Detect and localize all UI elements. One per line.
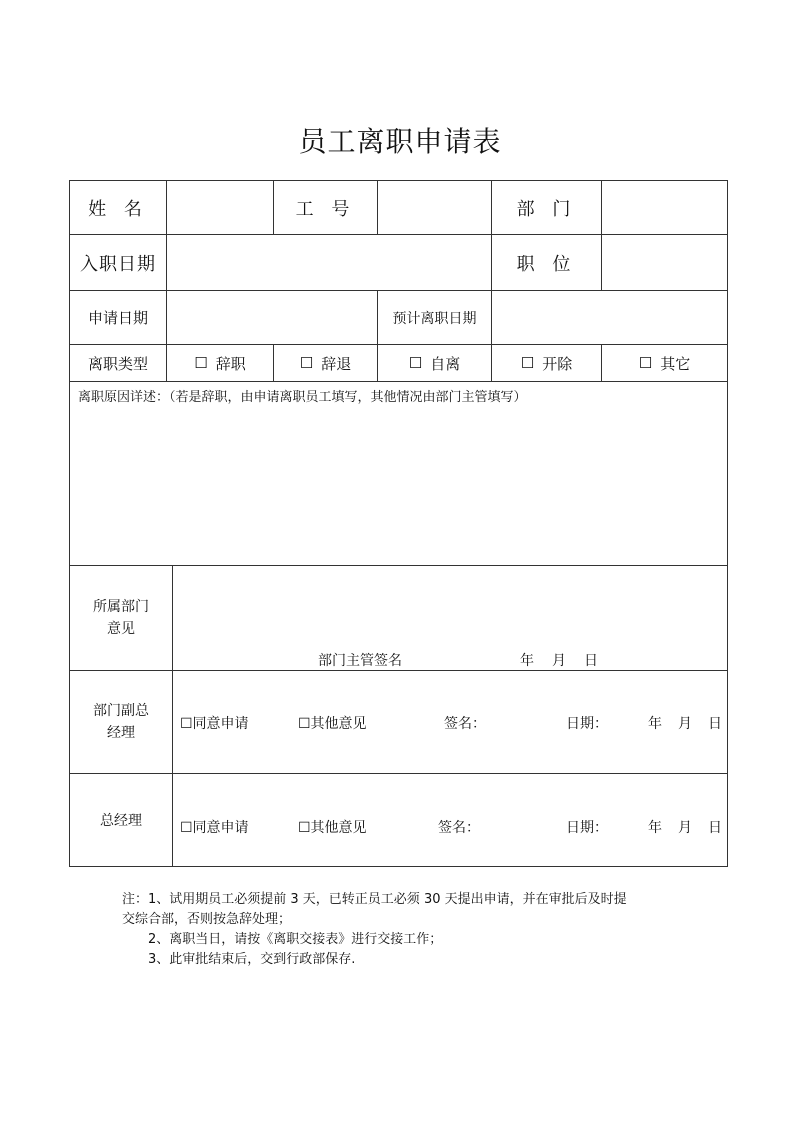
option-resign[interactable] — [166, 344, 274, 382]
deputy-gm-label-line2: 经理 — [107, 725, 135, 741]
dept-opinion-label-line1: 所属部门 — [93, 599, 149, 615]
apply-date-field[interactable] — [166, 290, 378, 345]
option-label: 自离 — [430, 354, 461, 373]
checkbox-icon[interactable]: ☐ — [520, 354, 535, 372]
note-line-2: 交综合部，否则按急辞处理； — [122, 912, 292, 927]
dept-year-label: 年 — [520, 653, 534, 669]
gm-other-checkbox[interactable]: ☐其他意见 — [298, 820, 367, 836]
position-field[interactable] — [601, 234, 728, 291]
option-label: 其它 — [660, 354, 691, 373]
gm-date-label: 日期： — [566, 820, 608, 836]
deputy-gm-day-label: 日 — [708, 716, 722, 732]
gm-label: 总经理 — [69, 773, 173, 867]
deputy-gm-sign-label: 签名： — [444, 716, 486, 732]
option-label: 辞职 — [215, 354, 246, 373]
leave-reason-label: 离职原因详述：（若是辞职，由申请离职员工填写，其他情况由部门主管填写） — [78, 390, 527, 405]
checkbox-icon[interactable]: ☐ — [408, 354, 423, 372]
checkbox-icon[interactable]: ☐ — [299, 354, 314, 372]
option-other[interactable] — [601, 344, 728, 382]
deputy-gm-month-label: 月 — [678, 716, 692, 732]
form-title: 员工离职申请表 — [298, 125, 502, 158]
checkbox-icon[interactable]: ☐ — [194, 354, 208, 372]
leave-type-label: 离职类型 — [69, 344, 167, 382]
note-line-3: 2、离职当日，请按《离职交接表》进行交接工作； — [148, 932, 443, 947]
employee-id-label: 工 号 — [273, 180, 378, 235]
employee-id-field[interactable] — [377, 180, 492, 235]
dept-day-label: 日 — [584, 653, 598, 669]
name-field[interactable] — [166, 180, 274, 235]
expected-leave-date-field[interactable] — [491, 290, 728, 345]
hire-date-field[interactable] — [166, 234, 492, 291]
position-label: 职 位 — [491, 234, 602, 291]
name-label: 姓 名 — [69, 180, 167, 235]
deputy-gm-agree-checkbox[interactable]: ☐同意申请 — [180, 716, 249, 732]
hire-date-label: 入职日期 — [69, 234, 167, 291]
dept-opinion-label — [69, 565, 173, 671]
checkbox-icon[interactable]: ☐ — [638, 354, 653, 372]
apply-date-label: 申请日期 — [69, 290, 167, 345]
gm-day-label: 日 — [708, 820, 722, 836]
deputy-gm-label — [69, 670, 173, 774]
gm-agree-checkbox[interactable]: ☐同意申请 — [180, 820, 249, 836]
deputy-gm-date-label: 日期： — [566, 716, 608, 732]
department-field[interactable] — [601, 180, 728, 235]
option-label: 辞退 — [321, 354, 352, 373]
note-line-1: 注：1、试用期员工必须提前 3 天，已转正员工必须 30 天提出申请，并在审批后及时提 — [122, 892, 627, 907]
dept-opinion-field[interactable] — [172, 565, 728, 671]
note-line-4: 3、此审批结束后，交到行政部保存. — [148, 952, 356, 967]
gm-month-label: 月 — [678, 820, 692, 836]
gm-sign-label: 签名： — [438, 820, 480, 836]
dept-signature-label: 部门主管签名 — [318, 653, 402, 669]
leave-reason-area[interactable] — [69, 381, 728, 566]
option-label: 开除 — [542, 354, 573, 373]
deputy-gm-year-label: 年 — [648, 716, 662, 732]
expected-leave-date-label: 预计离职日期 — [377, 290, 492, 345]
dept-month-label: 月 — [552, 653, 566, 669]
department-label: 部 门 — [491, 180, 602, 235]
option-dismissed[interactable] — [273, 344, 378, 382]
option-self-leave[interactable] — [377, 344, 492, 382]
gm-year-label: 年 — [648, 820, 662, 836]
deputy-gm-other-checkbox[interactable]: ☐其他意见 — [298, 716, 367, 732]
option-fired[interactable] — [491, 344, 602, 382]
dept-opinion-label-line2: 意见 — [107, 621, 135, 637]
deputy-gm-label-line1: 部门副总 — [93, 703, 149, 719]
